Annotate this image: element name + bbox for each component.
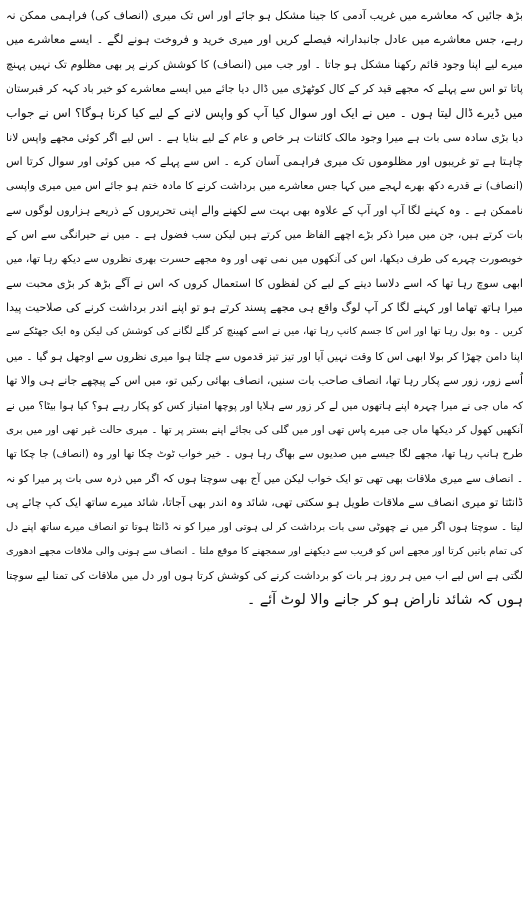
text-line: بڑھ جائیں کہ معاشرے میں غریب آدمی کا جینا مشکل ہو جائے اور اس تک میری (انصاف کی) فراہمی ممکن نہ <box>6 9 523 22</box>
text-line: (انصاف) نے قدرے دکھ بھرے لہجے میں کہا جس معاشرے میں برداشت کرنے کا مادہ ختم ہو جائے اس میں میری واپسی <box>6 180 523 193</box>
text-line: کہ ماں جی نے میرا چہرہ اپنے ہاتھوں میں لے کر زور سے ہلایا اور پوچھا امتیاز کس کو پکار رہے ہو؟ کیا ہوا بیٹا؟ میں نے <box>6 399 523 412</box>
text-line: طرح ہانپ رہا تھا، مجھے لگا جیسے میں صدیوں سے بھاگ رہا ہوں ۔ خیر خواب ٹوٹ چکا تھا اور وہ (انصاف) جا چکا تھا <box>6 448 523 461</box>
text-line: لیتا ۔ سوچتا ہوں اگر میں نے چھوٹی سی بات برداشت کر لی ہوتی اور میرا کو نہ ڈانٹا ہوتا تو انصاف میرے ساتھ اپنے دل <box>6 521 523 534</box>
text-line: اپنا دامن چھڑا کر بولا ابھی اس کا وقت نہیں آیا اور تیز تیز قدموں سے چلتا ہوا میری نظروں سے اوجھل ہو گیا ۔ میں <box>6 349 523 363</box>
text-line: میں ڈیرے ڈال لیتا ہوں ۔ میں نے ایک اور سوال کیا آپ کو واپس لانے کے لیے کیا کرنا ہوگا؟ اس نے جواب <box>6 106 523 121</box>
text-line: ڈانٹتا تو میری انصاف سے ملاقات طویل ہو سکتی تھی، شائد وہ اندر بھی آجاتا، شائد میرے ساتھ ایک کپ چائے پی <box>6 495 523 509</box>
text-line: ۔ انصاف سے میری ملاقات بھی تھی تو ایک خواب لیکن میں آج بھی سوچتا ہوں کہ اگر میں ذرہ سی بات پر میرا کو نہ <box>6 472 523 485</box>
text-line: آنکھیں کھول کر دیکھا ماں جی میرے پاس تھی اور میں گلی کی بجائے اپنے بستر پر تھا ۔ میری حالت غیر تھی اور میں بری <box>6 423 523 436</box>
text-line: خوبصورت چہرے کی طرف دیکھا، اس کی آنکھوں میں نمی تھی اور وہ مجھے حسرت بھری نظروں سے دیکھ رہا تھا، میں <box>6 253 523 266</box>
text-line: کی تمام باتیں کرتا اور مجھے اس کو قریب سے دیکھنے اور سمجھنے کا موقع ملتا ۔ انصاف سے ہونی والی ملاقات مجھے ادھوری <box>6 545 523 557</box>
text-line: ناممکن ہے ۔ وہ کہنے لگا آپ اور آپ کے علاوہ بھی بہت سے لکھنے والے اپنی تحریروں کے ذریعے ہزاروں لوگوں سے <box>6 203 523 217</box>
text-line: پاتا تو اس سے پہلے کہ مجھے قید کر کے کال کوٹھڑی میں ڈال دیا جائے میں ایسے معاشرے کو خیر باد کہہ کر قبرستان <box>6 82 523 96</box>
text-line: ہوں کہ شائد ناراض ہو کر جانے والا لوٹ آئے ۔ <box>246 592 523 609</box>
text-line: لگتی ہے اس لیے اب میں ہر روز ہر بات کو برداشت کرنے کی کوشش کرتا ہوں اور دل میں ملاقات کی تمنا لیے سوچتا <box>6 569 523 582</box>
text-line: میرے لیے اپنا وجود قائم رکھنا مشکل ہو جاتا ۔ اور جب میں (انصاف) کا کوشش کرنے پر بھی مظلوم تک نہیں پہنچ <box>6 57 523 71</box>
text-line: میرا ہاتھ تھاما اور کہنے لگا کر آپ لوگ واقع ہی مجھے پسند کرتے ہو تو اپنے اندر برداشت کرنے کی صلاحیت پیدا <box>6 301 523 315</box>
text-line: چاہتا ہے تو غریبوں اور مظلوموں تک میری فراہمی آسان کرے ۔ اس سے پہلے کہ میں کوئی اور سوال کرتا اس <box>6 155 523 169</box>
article-body <box>6 4 523 613</box>
text-line: کریں ۔ وہ بول رہا تھا اور اس کا جسم کانپ رہا تھا، میں نے اسے کھینچ کر گلے لگانے کی کوشش کی لیکن وہ ایک جھٹکے سے <box>6 326 523 338</box>
text-line: اُسے زور، زور سے پکار رہا تھا، انصاف صاحب بات سنیں، انصاف بھائی رکیں تو، میں اس کے پیچھے جانے ہی والا تھا <box>6 374 523 388</box>
text-line: ابھی سوچ رہا تھا کہ اسے دلاسا دینے کے لیے کن لفظوں کا استعمال کروں کہ اس نے آگے بڑھ کر بڑی محبت سے <box>6 276 523 290</box>
text-line: بات کرتے ہیں، جن میں میرا ذکر بڑے اچھے الفاظ میں کرتے ہیں لیکن سب فضول ہے ۔ میں نے حیرانگی سے اس کے <box>6 228 523 242</box>
text-line: رہے، جس معاشرے میں عادل جانبدارانہ فیصلے کریں اور میری خرید و فروخت ہونے لگے ۔ ایسے معاشرے میں <box>6 33 523 47</box>
text-line: دیا بڑی سادہ سی بات ہے میرا وجود مالک کائنات ہر خاص و عام کے لیے بنایا ہے ۔ اس لیے اگر کوئی مجھے واپس لانا <box>6 130 523 144</box>
